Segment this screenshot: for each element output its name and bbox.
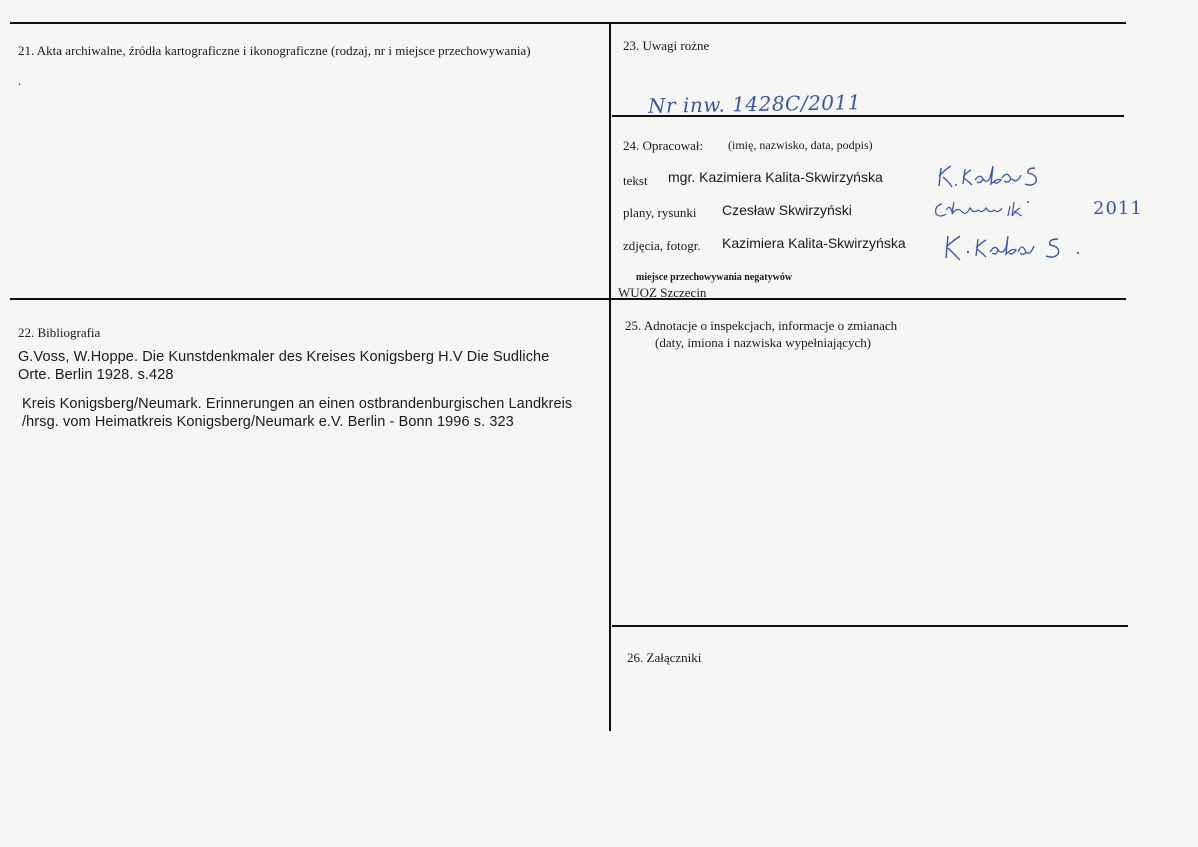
author-text-name: mgr. Kazimiera Kalita-Skwirzyńska: [668, 169, 883, 185]
negatives-location-value: WUOZ Szczecin: [618, 285, 707, 300]
author-photos-role: zdjęcia, fotogr.: [623, 238, 701, 253]
author-plans-name: Czesław Skwirzyński: [722, 202, 852, 218]
column-divider: [609, 22, 611, 731]
bibliography-entry-line: Kreis Konigsberg/Neumark. Erinnerungen an einen ostbrandenburgischen Landkreis: [22, 396, 573, 412]
signature-plans-author: [932, 196, 1047, 224]
section-21-dot: .: [18, 73, 22, 88]
bibliography-entry-line: G.Voss, W.Hoppe. Die Kunstdenkmaler des Kreises Konigsberg H.V Die Sudliche: [18, 349, 550, 365]
negatives-location-label: miejsce przechowywania negatywów: [636, 272, 793, 283]
year-handwritten: 2011: [1093, 198, 1143, 219]
section-26-label: 26. Załączniki: [627, 650, 702, 665]
bibliography-entry: [18, 348, 549, 384]
bibliography-entry-line: Orte. Berlin 1928. s.428: [18, 367, 174, 383]
section-24-sublabel: (imię, nazwisko, data, podpis): [728, 138, 873, 152]
section-25-sublabel: (daty, imiona i nazwiska wypełniających): [655, 335, 872, 350]
middle-rule: [10, 298, 1126, 300]
section-24-label: 24. Opracował:: [623, 138, 704, 153]
section-25-label: 25. Adnotacje o inspekcjach, informacje o zmianach: [625, 318, 898, 333]
author-plans-role: plany, rysunki: [623, 205, 697, 220]
top-rule: [10, 22, 1126, 24]
signature-text-author: [935, 160, 1050, 192]
bibliography-entry-line: /hrsg. vom Heimatkreis Konigsberg/Neumark e.V. Berlin - Bonn 1996 s. 323: [22, 414, 514, 430]
section-25-bottom-rule: [612, 625, 1128, 627]
section-22-label: 22. Bibliografia: [18, 325, 101, 340]
author-photos-name: Kazimiera Kalita-Skwirzyńska: [722, 235, 906, 251]
author-text-role: tekst: [623, 173, 648, 188]
inventory-number-handwritten: Nr inw. 1428C/2011: [647, 90, 862, 118]
section-21-label: 21. Akta archiwalne, źródła kartograficzne i ikonograficzne (rodzaj, nr i miejsce przechowywania): [18, 43, 531, 58]
signature-photos-author: [940, 230, 1085, 266]
bibliography-entry: [22, 395, 572, 431]
section-23-label: 23. Uwagi rożne: [623, 38, 710, 53]
